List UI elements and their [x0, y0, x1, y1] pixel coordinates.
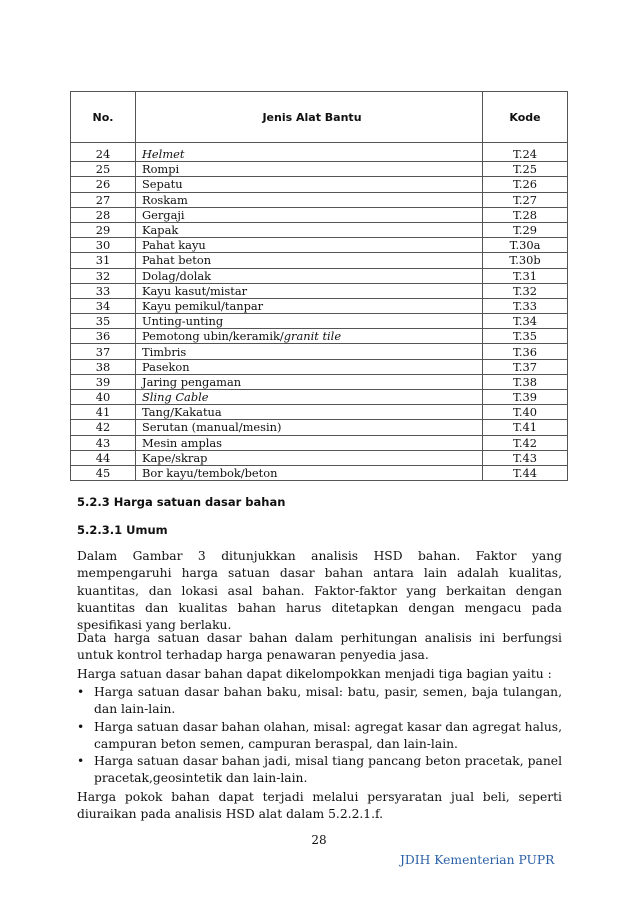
cell-no: 37	[71, 344, 136, 359]
cell-no: 39	[71, 374, 136, 389]
cell-name-text: Timbris	[142, 344, 187, 359]
list-item-text: Harga satuan dasar bahan jadi, misal tiang pancang beton pracetak, panel pracetak,geosintetik dan lain-lain.	[94, 754, 562, 786]
cell-name	[136, 359, 483, 374]
table-row	[71, 374, 568, 389]
cell-no: 44	[71, 450, 136, 465]
cell-kode: T.33	[483, 298, 568, 313]
table-row	[71, 298, 568, 313]
bullet-icon: •	[77, 719, 85, 734]
table-row	[71, 143, 568, 162]
bullet-icon: •	[77, 754, 85, 769]
cell-name-text: Kape/skrap	[142, 450, 208, 465]
footer-text: JDIH Kementerian PUPR	[400, 853, 555, 867]
cell-kode: T.28	[483, 207, 568, 222]
table-row	[71, 344, 568, 359]
cell-name	[136, 435, 483, 450]
cell-name-text: Gergaji	[142, 207, 185, 222]
cell-kode: T.31	[483, 268, 568, 283]
paragraph-1: Dalam Gambar 3 ditunjukkan analisis HSD bahan. Faktor yang mempengaruhi harga satuan dasar bahan antara lain adalah kualitas, kuantitas, dan lokasi asal bahan. Faktor-faktor yang berkaitan dengan kuantitas dan kualitas bahan harus ditetapkan dengan mengacu pada spesifikasi yang berlaku.	[77, 549, 562, 633]
header-kode: Kode	[483, 92, 568, 143]
table-row	[71, 177, 568, 192]
cell-name-text: Pasekon	[142, 359, 190, 374]
cell-name-text: Pahat kayu	[142, 238, 206, 253]
cell-no: 34	[71, 298, 136, 313]
subsection-heading: 5.2.3.1 Umum	[77, 523, 168, 537]
list-item	[77, 684, 562, 719]
cell-kode: T.36	[483, 344, 568, 359]
paragraph-3: Harga satuan dasar bahan dapat dikelompokkan menjadi tiga bagian yaitu :	[77, 667, 552, 681]
cell-no: 29	[71, 222, 136, 237]
cell-no: 28	[71, 207, 136, 222]
cell-no: 27	[71, 192, 136, 207]
cell-name	[136, 390, 483, 405]
cell-name	[136, 162, 483, 177]
cell-name-text: Unting-unting	[142, 314, 224, 329]
cell-name	[136, 405, 483, 420]
cell-no: 45	[71, 465, 136, 480]
cell-name-text: Pahat beton	[142, 253, 212, 268]
cell-name	[136, 314, 483, 329]
bullet-icon: •	[77, 685, 85, 699]
cell-kode: T.41	[483, 420, 568, 435]
cell-kode: T.30b	[483, 253, 568, 268]
cell-kode: T.42	[483, 435, 568, 450]
cell-name	[136, 238, 483, 253]
table-row	[71, 420, 568, 435]
cell-name	[136, 192, 483, 207]
cell-name-text: Serutan (manual/mesin)	[142, 420, 282, 435]
cell-no: 31	[71, 253, 136, 268]
cell-kode: T.32	[483, 283, 568, 298]
cell-no: 30	[71, 238, 136, 253]
cell-name-text: Roskam	[142, 192, 188, 207]
table-header-row	[71, 92, 568, 143]
cell-kode: T.25	[483, 162, 568, 177]
cell-kode: T.43	[483, 450, 568, 465]
section-heading: 5.2.3 Harga satuan dasar bahan	[77, 495, 286, 509]
cell-kode: T.40	[483, 405, 568, 420]
table-row	[71, 283, 568, 298]
cell-kode: T.38	[483, 374, 568, 389]
cell-name	[136, 253, 483, 268]
cell-name-text: Tang/Kakatua	[142, 405, 222, 420]
table-row	[71, 207, 568, 222]
cell-no: 40	[71, 390, 136, 405]
cell-kode: T.34	[483, 314, 568, 329]
cell-name	[136, 298, 483, 313]
cell-kode: T.27	[483, 192, 568, 207]
paragraph-4: Harga pokok bahan dapat terjadi melalui persyaratan jual beli, seperti diuraikan pada analisis HSD alat dalam 5.2.2.1.f.	[77, 790, 562, 822]
cell-no: 41	[71, 405, 136, 420]
table-row	[71, 435, 568, 450]
cell-name	[136, 465, 483, 480]
cell-kode: T.44	[483, 465, 568, 480]
cell-name-text: Sepatu	[142, 177, 183, 192]
cell-name	[136, 329, 483, 344]
cell-name-text: Jaring pengaman	[142, 374, 242, 389]
header-no: No.	[71, 92, 136, 143]
table-row	[71, 253, 568, 268]
paragraph-2: Data harga satuan dasar bahan dalam perhitungan analisis ini berfungsi untuk kontrol terhadap harga penawaran penyedia jasa.	[77, 631, 562, 663]
cell-kode: T.30a	[483, 238, 568, 253]
table-row	[71, 359, 568, 374]
cell-kode: T.39	[483, 390, 568, 405]
cell-name-italic: granit tile	[283, 329, 342, 344]
cell-kode: T.29	[483, 222, 568, 237]
cell-name	[136, 268, 483, 283]
cell-name	[136, 283, 483, 298]
cell-no: 38	[71, 359, 136, 374]
list-item-text: Harga satuan dasar bahan olahan, misal: agregat kasar dan agregat halus, campuran beton semen, campuran beraspal, dan lain-lain.	[94, 719, 562, 751]
cell-no: 36	[71, 329, 136, 344]
cell-name-text: Kayu pemikul/tanpar	[142, 298, 264, 313]
cell-no: 35	[71, 314, 136, 329]
cell-name	[136, 344, 483, 359]
table-row	[71, 222, 568, 237]
tools-table	[70, 91, 568, 481]
cell-name-text: Dolag/dolak	[142, 268, 212, 283]
cell-name	[136, 177, 483, 192]
cell-no: 42	[71, 420, 136, 435]
table-row	[71, 405, 568, 420]
cell-kode: T.35	[483, 329, 568, 344]
cell-name-text: Pemotong ubin/keramik/	[142, 329, 284, 344]
table-row	[71, 329, 568, 344]
list-item	[77, 719, 562, 754]
bullet-list	[77, 684, 562, 788]
cell-no: 25	[71, 162, 136, 177]
cell-no: 33	[71, 283, 136, 298]
page-number: 28	[311, 833, 327, 847]
cell-kode: T.24	[483, 143, 568, 162]
cell-no: 24	[71, 143, 136, 162]
cell-name-text: Mesin amplas	[142, 435, 223, 450]
cell-name-text: Kayu kasut/mistar	[142, 283, 248, 298]
cell-name-text: Rompi	[142, 162, 180, 177]
table-row	[71, 238, 568, 253]
table-row	[71, 465, 568, 480]
list-item	[77, 753, 562, 788]
cell-no: 26	[71, 177, 136, 192]
cell-name	[136, 374, 483, 389]
list-item-text: Harga satuan dasar bahan baku, misal: batu, pasir, semen, baja tulangan, dan lain-lain.	[94, 685, 562, 717]
cell-kode: T.26	[483, 177, 568, 192]
cell-name-text: Bor kayu/tembok/beton	[142, 466, 278, 481]
cell-name-text: Helmet	[142, 147, 185, 162]
cell-name-text: Sling Cable	[142, 390, 209, 405]
cell-kode: T.37	[483, 359, 568, 374]
cell-name	[136, 143, 483, 162]
cell-name	[136, 450, 483, 465]
table-row	[71, 450, 568, 465]
cell-no: 43	[71, 435, 136, 450]
table-row	[71, 162, 568, 177]
cell-name	[136, 207, 483, 222]
cell-name	[136, 222, 483, 237]
table-row	[71, 314, 568, 329]
header-name: Jenis Alat Bantu	[136, 92, 483, 143]
cell-name-text: Kapak	[142, 223, 179, 238]
table-row	[71, 192, 568, 207]
table-row	[71, 268, 568, 283]
cell-name	[136, 420, 483, 435]
cell-no: 32	[71, 268, 136, 283]
table-row	[71, 390, 568, 405]
